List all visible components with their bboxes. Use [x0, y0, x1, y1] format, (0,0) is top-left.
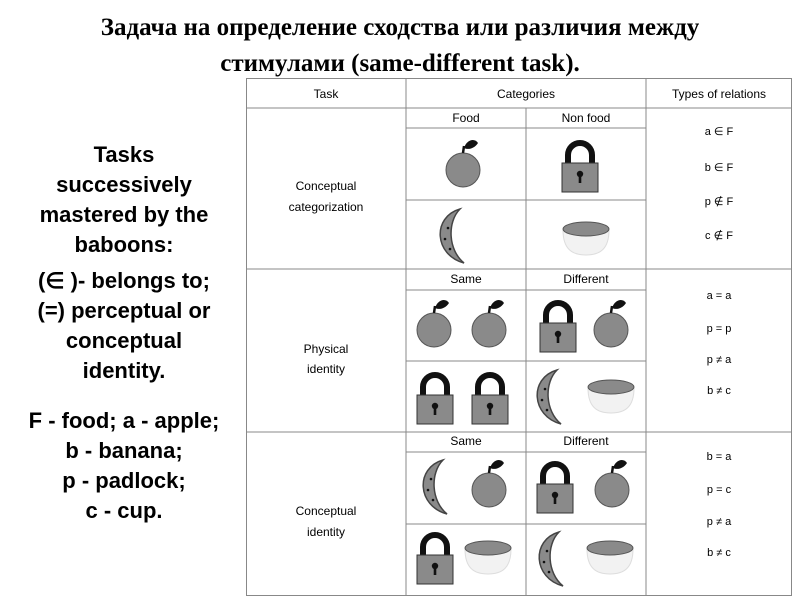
relation-text: c ∉ F [705, 230, 733, 242]
banana-icon [440, 209, 464, 263]
header-categories: Categories [496, 87, 556, 101]
relation-text: p ≠ a [706, 516, 732, 528]
heading-line: mastered by the [39, 202, 209, 227]
relation-text: b ≠ c [707, 385, 731, 397]
title-line-1: Задача на определение сходства или различия между [100, 14, 700, 41]
relation-text: b = a [706, 451, 732, 463]
padlock-icon [540, 303, 576, 352]
task-label: Conceptual [295, 504, 357, 518]
note-line: conceptual [65, 328, 183, 353]
note-line: (=) perceptual or [37, 298, 211, 323]
relation-text: p = p [706, 323, 732, 335]
category-label: Same [450, 272, 482, 286]
cup-icon [587, 541, 633, 574]
left-text-panel [8, 140, 240, 526]
table-row [304, 272, 733, 424]
apple-icon [472, 300, 506, 347]
category-label: Food [452, 111, 480, 125]
header-relations: Types of relations [671, 87, 767, 101]
relation-text: b ≠ c [707, 547, 731, 559]
category-label: Non food [561, 111, 611, 125]
legend-line: p - padlock; [62, 468, 186, 493]
padlock-icon [537, 464, 573, 513]
title-line-2: стимулами (same-different task). [220, 50, 580, 77]
task-label: categorization [288, 200, 364, 214]
cup-icon [465, 541, 511, 574]
heading-line: baboons: [74, 232, 174, 257]
apple-icon [472, 460, 506, 507]
category-label: Different [563, 434, 609, 448]
padlock-icon [472, 375, 508, 424]
padlock-icon [417, 535, 453, 584]
relation-text: a ∈ F [704, 126, 734, 138]
category-label: Same [450, 434, 482, 448]
relation-text: p ≠ a [706, 354, 732, 366]
banana-icon [537, 370, 561, 424]
relation-text: p = c [706, 484, 732, 496]
apple-icon [594, 300, 628, 347]
relation-text: a = a [706, 290, 732, 302]
task-label: Physical [303, 342, 349, 356]
note-line: identity. [82, 358, 166, 383]
task-label: Conceptual [295, 179, 357, 193]
legend-line: F - food; a - apple; [28, 408, 220, 433]
padlock-icon [417, 375, 453, 424]
heading-line: successively [56, 172, 192, 197]
relation-text: b ∈ F [704, 162, 734, 174]
page-title [0, 10, 800, 82]
banana-icon [423, 460, 447, 514]
cup-icon [563, 222, 609, 255]
legend-line: c - cup. [85, 498, 163, 523]
task-label: identity [306, 362, 346, 376]
task-label: identity [306, 525, 346, 539]
padlock-icon [562, 143, 598, 192]
table-row [296, 434, 733, 586]
table-row [289, 111, 734, 263]
cup-icon [588, 380, 634, 413]
task-table [246, 78, 792, 596]
note-line: (∈ )- belongs to; [38, 268, 210, 293]
apple-icon [595, 460, 629, 507]
heading-line: Tasks [93, 142, 155, 167]
header-task: Task [313, 87, 339, 101]
banana-icon [539, 532, 563, 586]
apple-icon [446, 140, 480, 187]
category-label: Different [563, 272, 609, 286]
legend-line: b - banana; [65, 438, 183, 463]
apple-icon [417, 300, 451, 347]
relation-text: p ∉ F [704, 196, 734, 208]
